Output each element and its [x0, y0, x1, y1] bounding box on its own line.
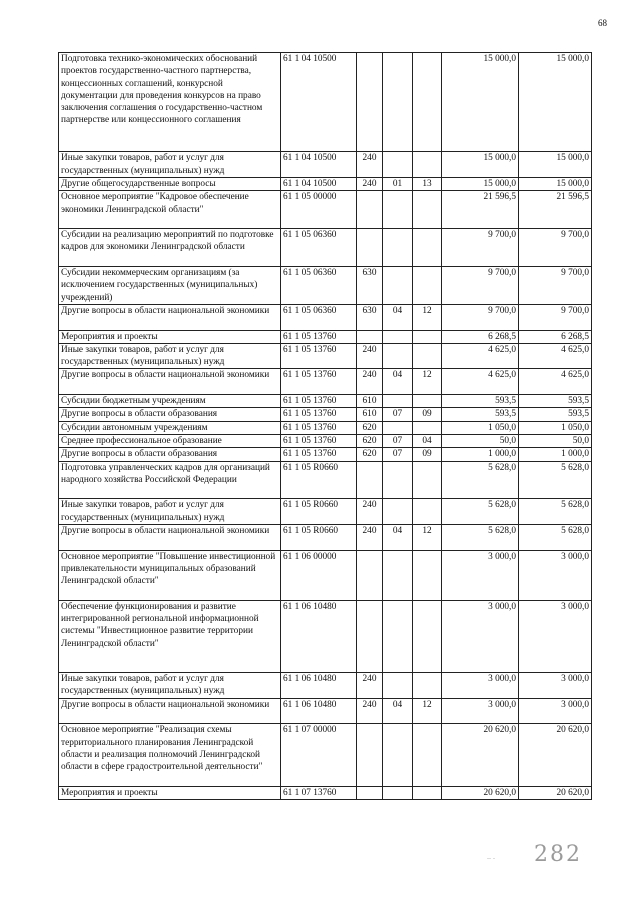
target-code-cell: 61 1 05 06360: [281, 304, 357, 330]
amount-year2-cell: 15 000,0: [519, 53, 592, 152]
expense-type-cell: 630: [357, 267, 383, 305]
table-row: [59, 229, 592, 267]
target-code-cell: 61 1 05 R0660: [281, 461, 357, 499]
table-row: [59, 267, 592, 305]
margin-marks: .. .: [487, 852, 495, 861]
amount-year2-cell: 5 628,0: [519, 525, 592, 551]
table-row: [59, 421, 592, 434]
amount-year1-cell: 4 625,0: [442, 369, 519, 395]
subsection-cell: 12: [413, 525, 442, 551]
amount-year1-cell: 6 268,5: [442, 330, 519, 343]
amount-year2-cell: 3 000,0: [519, 600, 592, 672]
section-cell: [383, 499, 413, 525]
item-name-cell: Другие общегосударственные вопросы: [59, 177, 281, 190]
table-row: [59, 673, 592, 699]
subsection-cell: [413, 343, 442, 369]
section-cell: [383, 421, 413, 434]
section-cell: 07: [383, 434, 413, 447]
subsection-cell: [413, 421, 442, 434]
subsection-cell: [413, 673, 442, 699]
item-name-cell: Иные закупки товаров, работ и услуг для государственных (муниципальных) нужд: [59, 499, 281, 525]
target-code-cell: 61 1 05 R0660: [281, 499, 357, 525]
target-code-cell: 61 1 06 10480: [281, 698, 357, 724]
subsection-cell: [413, 330, 442, 343]
amount-year2-cell: 9 700,0: [519, 229, 592, 267]
expense-type-cell: 240: [357, 525, 383, 551]
expense-type-cell: 630: [357, 304, 383, 330]
target-code-cell: 61 1 05 13760: [281, 434, 357, 447]
amount-year2-cell: 20 620,0: [519, 786, 592, 799]
item-name-cell: Другие вопросы в области образования: [59, 408, 281, 421]
expense-type-cell: [357, 330, 383, 343]
section-cell: [383, 343, 413, 369]
section-cell: [383, 229, 413, 267]
target-code-cell: 61 1 06 10480: [281, 673, 357, 699]
amount-year1-cell: 15 000,0: [442, 177, 519, 190]
item-name-cell: Другие вопросы в области образования: [59, 448, 281, 461]
subsection-cell: 12: [413, 369, 442, 395]
section-cell: [383, 673, 413, 699]
table-row: [59, 550, 592, 600]
target-code-cell: 61 1 05 R0660: [281, 525, 357, 551]
amount-year1-cell: 20 620,0: [442, 724, 519, 787]
item-name-cell: Другие вопросы в области национальной экономики: [59, 698, 281, 724]
amount-year1-cell: 5 628,0: [442, 461, 519, 499]
expense-type-cell: 240: [357, 698, 383, 724]
target-code-cell: 61 1 05 00000: [281, 191, 357, 229]
amount-year2-cell: 1 000,0: [519, 448, 592, 461]
expense-type-cell: 620: [357, 434, 383, 447]
expense-type-cell: 620: [357, 448, 383, 461]
table-row: [59, 395, 592, 408]
subsection-cell: 09: [413, 408, 442, 421]
amount-year2-cell: 3 000,0: [519, 698, 592, 724]
section-cell: [383, 267, 413, 305]
section-cell: 07: [383, 448, 413, 461]
target-code-cell: 61 1 04 10500: [281, 53, 357, 152]
subsection-cell: [413, 461, 442, 499]
section-cell: [383, 724, 413, 787]
section-cell: 04: [383, 304, 413, 330]
item-name-cell: Мероприятия и проекты: [59, 786, 281, 799]
section-cell: [383, 550, 413, 600]
section-cell: [383, 53, 413, 152]
amount-year2-cell: 593,5: [519, 408, 592, 421]
amount-year1-cell: 3 000,0: [442, 698, 519, 724]
amount-year2-cell: 1 050,0: [519, 421, 592, 434]
item-name-cell: Подготовка управленческих кадров для организаций народного хозяйства Российской Федерации: [59, 461, 281, 499]
item-name-cell: Субсидии на реализацию мероприятий по подготовке кадров для экономики Ленинградской области: [59, 229, 281, 267]
amount-year2-cell: 5 628,0: [519, 499, 592, 525]
expense-type-cell: 620: [357, 421, 383, 434]
subsection-cell: 12: [413, 304, 442, 330]
item-name-cell: Подготовка технико-экономических обоснований проектов государственно-частного партнерства, концессионных соглашений, конкурсной документации для проведения конкурсов на право заключения соглашения о государственно-частном партнерстве или концессионного соглашения: [59, 53, 281, 152]
expense-type-cell: [357, 229, 383, 267]
amount-year1-cell: 1 000,0: [442, 448, 519, 461]
section-cell: [383, 152, 413, 178]
table-row: [59, 177, 592, 190]
target-code-cell: 61 1 05 13760: [281, 330, 357, 343]
item-name-cell: Основное мероприятие "Повышение инвестиционной привлекательности муниципальных образований Ленинградской области": [59, 550, 281, 600]
expense-type-cell: 240: [357, 499, 383, 525]
subsection-cell: [413, 229, 442, 267]
table-row: [59, 53, 592, 152]
amount-year1-cell: 593,5: [442, 408, 519, 421]
amount-year1-cell: 3 000,0: [442, 550, 519, 600]
target-code-cell: 61 1 05 13760: [281, 448, 357, 461]
amount-year2-cell: 50,0: [519, 434, 592, 447]
expense-type-cell: [357, 600, 383, 672]
table-row: [59, 408, 592, 421]
item-name-cell: Другие вопросы в области национальной экономики: [59, 369, 281, 395]
target-code-cell: 61 1 06 10480: [281, 600, 357, 672]
table-row: [59, 304, 592, 330]
amount-year1-cell: 50,0: [442, 434, 519, 447]
amount-year1-cell: 3 000,0: [442, 600, 519, 672]
amount-year2-cell: 9 700,0: [519, 267, 592, 305]
amount-year1-cell: 15 000,0: [442, 152, 519, 178]
item-name-cell: Другие вопросы в области национальной экономики: [59, 525, 281, 551]
target-code-cell: 61 1 05 13760: [281, 343, 357, 369]
table-row: [59, 698, 592, 724]
amount-year1-cell: 3 000,0: [442, 673, 519, 699]
target-code-cell: 61 1 05 13760: [281, 395, 357, 408]
item-name-cell: Субсидии некоммерческим организациям (за исключением государственных (муниципальных) учреждений): [59, 267, 281, 305]
amount-year2-cell: 4 625,0: [519, 369, 592, 395]
amount-year2-cell: 3 000,0: [519, 673, 592, 699]
amount-year1-cell: 1 050,0: [442, 421, 519, 434]
item-name-cell: Субсидии бюджетным учреждениям: [59, 395, 281, 408]
expense-type-cell: 610: [357, 395, 383, 408]
subsection-cell: [413, 191, 442, 229]
table-row: [59, 343, 592, 369]
target-code-cell: 61 1 05 13760: [281, 408, 357, 421]
amount-year1-cell: 5 628,0: [442, 525, 519, 551]
amount-year1-cell: 9 700,0: [442, 304, 519, 330]
expense-type-cell: 240: [357, 177, 383, 190]
target-code-cell: 61 1 05 13760: [281, 421, 357, 434]
expense-type-cell: [357, 191, 383, 229]
item-name-cell: Обеспечение функционирования и развитие интегрированной региональной информационной системы "Инвестиционное развитие территории Ленинградской области": [59, 600, 281, 672]
item-name-cell: Основное мероприятие "Кадровое обеспечение экономики Ленинградской области": [59, 191, 281, 229]
section-cell: [383, 191, 413, 229]
amount-year1-cell: 21 596,5: [442, 191, 519, 229]
amount-year1-cell: 4 625,0: [442, 343, 519, 369]
item-name-cell: Субсидии автономным учреждениям: [59, 421, 281, 434]
table-row: [59, 369, 592, 395]
expense-type-cell: 610: [357, 408, 383, 421]
target-code-cell: 61 1 04 10500: [281, 152, 357, 178]
subsection-cell: [413, 395, 442, 408]
amount-year2-cell: 15 000,0: [519, 177, 592, 190]
amount-year2-cell: 593,5: [519, 395, 592, 408]
subsection-cell: [413, 600, 442, 672]
subsection-cell: 04: [413, 434, 442, 447]
table-body: [59, 53, 592, 800]
subsection-cell: 13: [413, 177, 442, 190]
subsection-cell: [413, 550, 442, 600]
subsection-cell: [413, 267, 442, 305]
table-row: [59, 525, 592, 551]
item-name-cell: Основное мероприятие "Реализация схемы территориального планирования Ленинградской области и реализация полномочий Ленинградской области в сфере градостроительной деятельности": [59, 724, 281, 787]
expense-type-cell: 240: [357, 369, 383, 395]
target-code-cell: 61 1 05 06360: [281, 229, 357, 267]
section-cell: 04: [383, 525, 413, 551]
amount-year1-cell: 593,5: [442, 395, 519, 408]
amount-year2-cell: 20 620,0: [519, 724, 592, 787]
subsection-cell: [413, 152, 442, 178]
table-row: [59, 786, 592, 799]
subsection-cell: [413, 499, 442, 525]
expense-type-cell: [357, 724, 383, 787]
item-name-cell: Иные закупки товаров, работ и услуг для государственных (муниципальных) нужд: [59, 152, 281, 178]
target-code-cell: 61 1 06 00000: [281, 550, 357, 600]
amount-year1-cell: 9 700,0: [442, 229, 519, 267]
item-name-cell: Другие вопросы в области национальной экономики: [59, 304, 281, 330]
expense-type-cell: [357, 786, 383, 799]
amount-year1-cell: 15 000,0: [442, 53, 519, 152]
section-cell: [383, 330, 413, 343]
table-row: [59, 191, 592, 229]
table-row: [59, 724, 592, 787]
amount-year2-cell: 15 000,0: [519, 152, 592, 178]
target-code-cell: 61 1 04 10500: [281, 177, 357, 190]
amount-year2-cell: 3 000,0: [519, 550, 592, 600]
target-code-cell: 61 1 07 00000: [281, 724, 357, 787]
page-number: 68: [598, 18, 607, 28]
expense-type-cell: [357, 461, 383, 499]
section-cell: 07: [383, 408, 413, 421]
amount-year2-cell: 5 628,0: [519, 461, 592, 499]
table-row: [59, 152, 592, 178]
section-cell: [383, 786, 413, 799]
table-row: [59, 330, 592, 343]
table-row: [59, 434, 592, 447]
table-row: [59, 461, 592, 499]
section-cell: [383, 461, 413, 499]
subsection-cell: [413, 53, 442, 152]
section-cell: 04: [383, 698, 413, 724]
section-cell: [383, 395, 413, 408]
amount-year1-cell: 5 628,0: [442, 499, 519, 525]
amount-year2-cell: 4 625,0: [519, 343, 592, 369]
table-row: [59, 600, 592, 672]
amount-year1-cell: 20 620,0: [442, 786, 519, 799]
target-code-cell: 61 1 05 13760: [281, 369, 357, 395]
item-name-cell: Мероприятия и проекты: [59, 330, 281, 343]
subsection-cell: 12: [413, 698, 442, 724]
amount-year2-cell: 21 596,5: [519, 191, 592, 229]
item-name-cell: Среднее профессиональное образование: [59, 434, 281, 447]
amount-year2-cell: 9 700,0: [519, 304, 592, 330]
section-cell: [383, 600, 413, 672]
handwritten-page-number: 282: [534, 842, 582, 867]
amount-year2-cell: 6 268,5: [519, 330, 592, 343]
expense-type-cell: [357, 550, 383, 600]
expense-type-cell: [357, 53, 383, 152]
item-name-cell: Иные закупки товаров, работ и услуг для государственных (муниципальных) нужд: [59, 343, 281, 369]
item-name-cell: Иные закупки товаров, работ и услуг для государственных (муниципальных) нужд: [59, 673, 281, 699]
target-code-cell: 61 1 07 13760: [281, 786, 357, 799]
target-code-cell: 61 1 05 06360: [281, 267, 357, 305]
subsection-cell: [413, 786, 442, 799]
subsection-cell: 09: [413, 448, 442, 461]
section-cell: 04: [383, 369, 413, 395]
budget-table: [58, 52, 592, 800]
section-cell: 01: [383, 177, 413, 190]
expense-type-cell: 240: [357, 673, 383, 699]
table-row: [59, 499, 592, 525]
subsection-cell: [413, 724, 442, 787]
expense-type-cell: 240: [357, 152, 383, 178]
amount-year1-cell: 9 700,0: [442, 267, 519, 305]
table-row: [59, 448, 592, 461]
expense-type-cell: 240: [357, 343, 383, 369]
